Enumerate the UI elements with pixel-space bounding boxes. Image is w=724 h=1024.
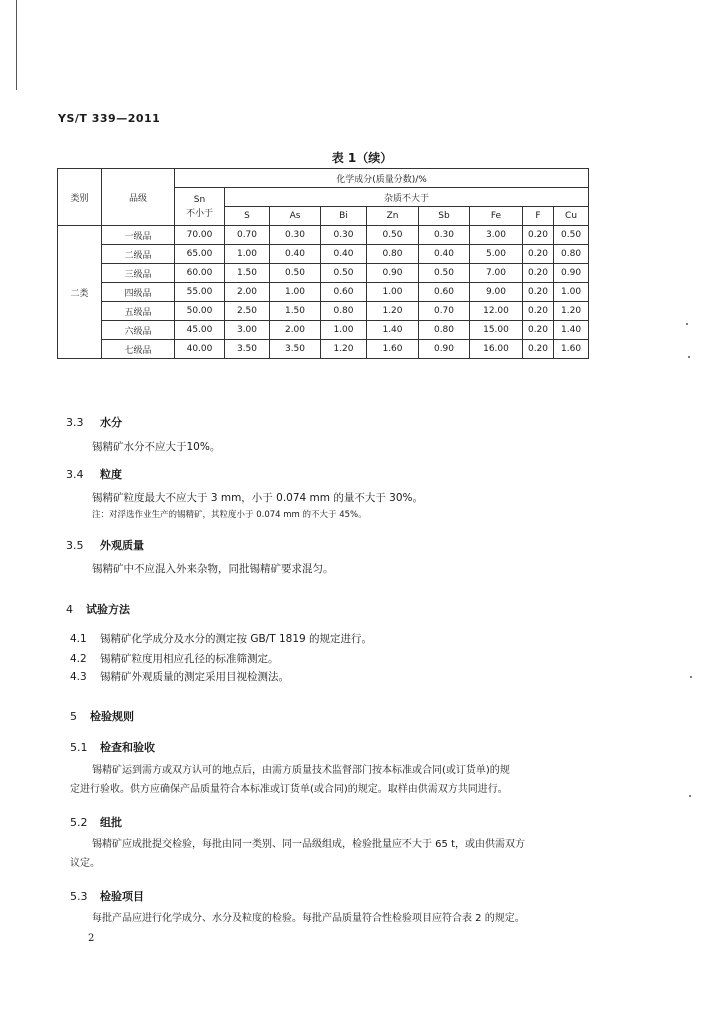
value-cell: 0.20 — [523, 283, 554, 302]
item-text: 锡精矿粒度用相应孔径的标准筛测定。 — [100, 653, 279, 665]
section-4-1 — [70, 632, 372, 646]
table-row — [58, 321, 589, 340]
section-number: 3.4 — [66, 468, 84, 481]
col-grade-header: 品级 — [102, 169, 175, 226]
composition-table — [57, 168, 589, 359]
section-3-3-body: 锡精矿水分不应大于10%。 — [92, 441, 221, 453]
sn-sub: 不小于 — [185, 208, 213, 219]
value-cell: 0.20 — [523, 245, 554, 264]
impurity-header: 杂质不大于 — [225, 188, 589, 207]
table-caption: 表 1（续） — [331, 151, 393, 165]
value-cell: 0.20 — [523, 340, 554, 359]
value-cell: 3.00 — [225, 321, 270, 340]
section-3-4-heading — [66, 466, 122, 482]
section-3-3-heading — [66, 414, 122, 430]
grade-cell: 四级品 — [102, 283, 175, 302]
grade-cell: 二级品 — [102, 245, 175, 264]
value-cell: 40.00 — [175, 340, 225, 359]
section-4-3 — [70, 670, 289, 684]
value-cell: 55.00 — [175, 283, 225, 302]
item-number: 4.3 — [70, 671, 87, 683]
section-number: 4 — [66, 603, 73, 616]
item-text: 锡精矿化学成分及水分的测定按 GB/T 1819 的规定进行。 — [100, 633, 373, 645]
scan-speck — [690, 676, 692, 678]
value-cell: 0.30 — [419, 226, 470, 245]
section-3-5-body: 锡精矿中不应混入外来杂物，同批锡精矿要求混匀。 — [92, 563, 334, 575]
table-row — [58, 302, 589, 321]
value-cell: 15.00 — [470, 321, 523, 340]
grade-cell: 一级品 — [102, 226, 175, 245]
value-cell: 0.90 — [367, 264, 419, 283]
value-cell: 5.00 — [470, 245, 523, 264]
value-cell: 7.00 — [470, 264, 523, 283]
section-number: 3.3 — [66, 416, 84, 429]
element-header: Cu — [554, 207, 589, 226]
section-number: 5.3 — [70, 890, 88, 903]
value-cell: 2.50 — [225, 302, 270, 321]
value-cell: 0.40 — [270, 245, 321, 264]
table-row — [58, 340, 589, 359]
section-title: 水分 — [100, 416, 122, 429]
element-header: Sb — [419, 207, 470, 226]
scan-speck — [688, 356, 690, 358]
value-cell: 0.70 — [419, 302, 470, 321]
value-cell: 0.20 — [523, 302, 554, 321]
value-cell: 16.00 — [470, 340, 523, 359]
col-category-header: 类别 — [58, 169, 102, 226]
section-4-2 — [70, 652, 279, 666]
chem-composition-header: 化学成分(质量分数)/% — [175, 169, 589, 188]
section-title: 外观质量 — [100, 539, 144, 552]
value-cell: 1.00 — [367, 283, 419, 302]
section-title: 检验规则 — [90, 710, 134, 723]
value-cell: 1.00 — [270, 283, 321, 302]
value-cell: 3.50 — [225, 340, 270, 359]
section-5-2-line-2: 议定。 — [70, 858, 100, 869]
value-cell: 70.00 — [175, 226, 225, 245]
section-3-5-heading — [66, 537, 144, 553]
section-title: 检查和验收 — [100, 741, 155, 754]
value-cell: 0.80 — [367, 245, 419, 264]
value-cell: 2.00 — [225, 283, 270, 302]
value-cell: 1.50 — [270, 302, 321, 321]
value-cell: 0.40 — [419, 245, 470, 264]
value-cell: 0.70 — [225, 226, 270, 245]
scan-speck — [686, 323, 688, 325]
section-number: 5 — [70, 710, 77, 723]
page-number: 2 — [88, 933, 95, 944]
value-cell: 60.00 — [175, 264, 225, 283]
section-title: 检验项目 — [100, 890, 144, 903]
item-number: 4.2 — [70, 653, 87, 665]
value-cell: 1.60 — [554, 340, 589, 359]
value-cell: 1.50 — [225, 264, 270, 283]
section-5-3-body: 每批产品应进行化学成分、水分及粒度的检验。每批产品质量符合性检验项目应符合表 2 的规定。 — [92, 913, 525, 924]
element-header: As — [270, 207, 321, 226]
value-cell: 65.00 — [175, 245, 225, 264]
value-cell: 0.30 — [270, 226, 321, 245]
sn-label: Sn — [193, 194, 206, 205]
grade-cell: 六级品 — [102, 321, 175, 340]
section-4-heading — [66, 601, 130, 617]
item-text: 锡精矿外观质量的测定采用目视检测法。 — [100, 671, 289, 683]
section-5-1-line-1: 锡精矿运到需方或双方认可的地点后，由需方质量技术监督部门按本标准或合同(或订货单)的规 — [92, 765, 510, 776]
value-cell: 2.00 — [270, 321, 321, 340]
value-cell: 0.40 — [321, 245, 367, 264]
section-title: 组批 — [100, 816, 122, 829]
value-cell: 1.60 — [367, 340, 419, 359]
grade-cell: 七级品 — [102, 340, 175, 359]
section-3-4-note: 注：对浮选作业生产的锡精矿，其粒度小于 0.074 mm 的不大于 45%。 — [92, 510, 367, 520]
grade-cell: 五级品 — [102, 302, 175, 321]
value-cell: 0.20 — [523, 321, 554, 340]
value-cell: 0.60 — [321, 283, 367, 302]
value-cell: 0.50 — [270, 264, 321, 283]
value-cell: 0.80 — [554, 245, 589, 264]
value-cell: 0.50 — [419, 264, 470, 283]
value-cell: 0.80 — [419, 321, 470, 340]
value-cell: 0.60 — [419, 283, 470, 302]
value-cell: 0.80 — [321, 302, 367, 321]
section-number: 3.5 — [66, 539, 84, 552]
value-cell: 0.20 — [523, 226, 554, 245]
value-cell: 3.50 — [270, 340, 321, 359]
value-cell: 0.90 — [554, 264, 589, 283]
section-number: 5.2 — [70, 816, 88, 829]
value-cell: 0.50 — [554, 226, 589, 245]
value-cell: 3.00 — [470, 226, 523, 245]
value-cell: 1.20 — [367, 302, 419, 321]
element-header: F — [523, 207, 554, 226]
section-5-heading — [70, 708, 134, 724]
grade-cell: 三级品 — [102, 264, 175, 283]
standard-code: YS/T 339—2011 — [58, 112, 161, 125]
section-3-4-body: 锡精矿粒度最大不应大于 3 mm，小于 0.074 mm 的量不大于 30%。 — [92, 492, 424, 504]
value-cell: 9.00 — [470, 283, 523, 302]
value-cell: 1.40 — [554, 321, 589, 340]
value-cell: 1.00 — [225, 245, 270, 264]
element-header: Zn — [367, 207, 419, 226]
value-cell: 0.50 — [321, 264, 367, 283]
element-header: Bi — [321, 207, 367, 226]
scan-edge-line — [16, 0, 17, 90]
table-row — [58, 245, 589, 264]
scan-speck — [689, 795, 691, 797]
section-title: 试验方法 — [86, 603, 130, 616]
value-cell: 0.90 — [419, 340, 470, 359]
section-5-3-heading — [70, 888, 144, 904]
category-cell: 二类 — [58, 226, 102, 359]
value-cell: 1.00 — [554, 283, 589, 302]
value-cell: 12.00 — [470, 302, 523, 321]
value-cell: 1.20 — [554, 302, 589, 321]
section-title: 粒度 — [100, 468, 122, 481]
table-row — [58, 264, 589, 283]
value-cell: 0.50 — [367, 226, 419, 245]
table-row — [58, 283, 589, 302]
section-5-2-line-1: 锡精矿应成批提交检验，每批由同一类别、同一品级组成，检验批量应不大于 65 t，或由供需双方 — [92, 839, 526, 850]
table-row — [58, 226, 589, 245]
section-5-2-heading — [70, 814, 122, 830]
value-cell: 0.20 — [523, 264, 554, 283]
value-cell: 45.00 — [175, 321, 225, 340]
section-5-1-line-2: 定进行验收。供方应确保产品质量符合本标准或订货单(或合同)的规定。取样由供需双方共同进行。 — [70, 784, 508, 795]
element-header: Fe — [470, 207, 523, 226]
section-5-1-heading — [70, 739, 155, 755]
value-cell: 1.00 — [321, 321, 367, 340]
sn-header — [175, 188, 225, 226]
value-cell: 1.40 — [367, 321, 419, 340]
element-header: S — [225, 207, 270, 226]
value-cell: 0.30 — [321, 226, 367, 245]
section-number: 5.1 — [70, 741, 88, 754]
item-number: 4.1 — [70, 633, 87, 645]
value-cell: 50.00 — [175, 302, 225, 321]
value-cell: 1.20 — [321, 340, 367, 359]
